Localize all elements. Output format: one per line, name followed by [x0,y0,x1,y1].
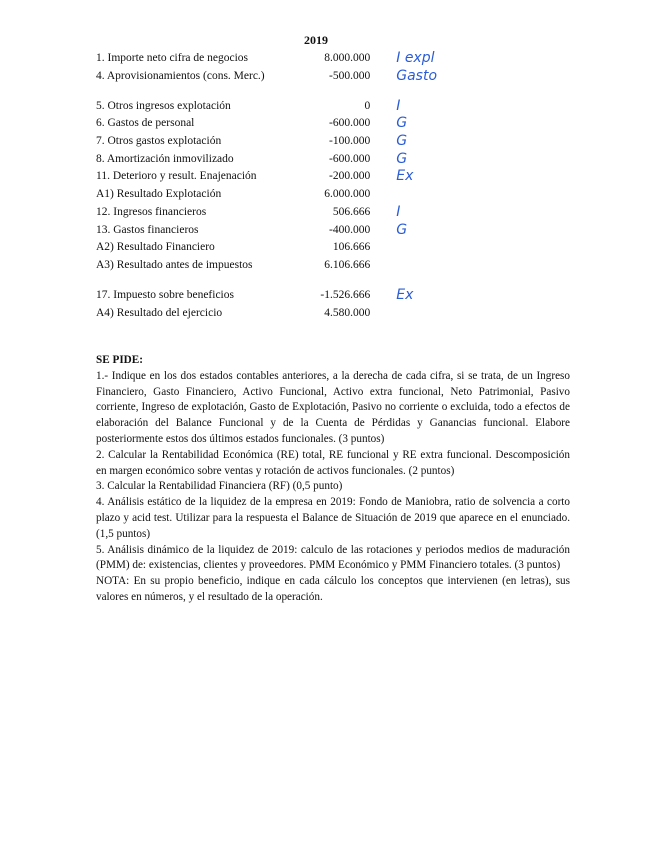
instruction-note: NOTA: En su propio beneficio, indique en cada cálculo los conceptos que intervienen (en letras), sus valores en números, y el resultado de la operación. [96,575,570,603]
row-label: A4) Resultado del ejercicio [96,306,223,319]
handwritten-annotation: G [396,115,408,132]
table-row [96,187,526,205]
row-label: A3) Resultado antes de impuestos [96,258,253,271]
table-row [96,258,526,288]
table-row [96,116,526,134]
instruction-item: 3. Calcular la Rentabilidad Financiera (RF) (0,5 punto) [96,480,343,493]
handwritten-annotation: I [396,203,401,220]
handwritten-annotation: I [396,97,401,114]
row-label: 6. Gastos de personal [96,117,195,130]
table-row [96,306,526,324]
row-label: 11. Deterioro y result. Enajenación [96,170,257,183]
table-row [96,288,526,306]
income-statement-table [96,51,526,323]
handwritten-annotation: I expl [396,50,435,66]
row-value: 8.000.000 [324,52,371,64]
handwritten-annotation [376,258,526,288]
instruction-item: 1.- Indique en los dos estados contables anteriores, a la derecha de cada cifra, si se trata, de un Ingreso Financiero, Gasto Financiero, Activo Funcional, Activo extra funcional, Neto Patrimonial, Pasivo corriente, Ingreso de explotación, Gasto de Explotación, Pasivo no corriente o excluida, todo a efectos de elaboración del Balance Funcional y de la Cuenta de Pérdidas y Ganancias funcional. Elabore posteriormente estos dos últimos estados funcionales. (3 puntos) [96,369,570,445]
table-row [96,240,526,258]
row-label: 13. Gastos financieros [96,223,199,236]
handwritten-annotation: Gasto [396,67,438,84]
handwritten-annotation: G [396,150,408,167]
row-value: -600.000 [329,117,371,130]
row-label: 5. Otros ingresos explotación [96,99,231,112]
row-value: 4.580.000 [324,306,371,319]
row-label: 4. Aprovisionamientos (cons. Merc.) [96,69,265,82]
table-row [96,69,526,99]
instruction-item: 5. Análisis dinámico de la liquidez de 2019: calculo de las rotaciones y periodos medios de maduración (PMM) de: existencias, clientes y proveedores. PMM Económico y PMM Financiero totales. (3 puntos) [96,543,570,572]
row-value: 0 [364,99,371,112]
table-row [96,223,526,241]
handwritten-annotation [376,306,526,324]
instruction-item: 2. Calcular la Rentabilidad Económica (RE) total, RE funcional y RE extra funcional. Descomposición en margen económico sobre ventas y rotación de activos funcionales. (2 puntos) [96,448,570,477]
row-value: 6.106.666 [324,258,371,271]
row-label: 12. Ingresos financieros [96,205,207,218]
row-value: 506.666 [332,205,371,218]
handwritten-annotation: Ex [396,168,414,185]
instruction-item: 4. Análisis estático de la liquidez de la empresa en 2019: Fondo de Maniobra, ratio de solvencia a corto plazo y acid test. Utilizar para la respuesta el Balance de Situación de 2019 que aparece en el enunciado. (1,5 puntos) [96,496,570,540]
handwritten-annotation [376,187,526,205]
row-value: -400.000 [329,223,371,236]
instructions-heading: SE PIDE: [96,354,143,366]
handwritten-annotation: G [396,221,408,238]
row-value: 6.000.000 [324,188,371,201]
row-label: 7. Otros gastos explotación [96,135,222,148]
row-label: A1) Resultado Explotación [96,188,222,201]
handwritten-annotation: G [396,133,408,150]
row-value: -1.526.666 [320,288,371,301]
row-label: A2) Resultado Financiero [96,241,215,254]
table-row [96,99,526,117]
row-value: -600.000 [329,152,371,165]
row-value: -100.000 [329,135,371,148]
year-header: 2019 [304,33,328,47]
table-row [96,169,526,187]
table-row [96,205,526,223]
row-label: 8. Amortización inmovilizado [96,152,234,165]
table-row [96,152,526,170]
handwritten-annotation [376,240,526,258]
handwritten-annotation: Ex [396,286,414,303]
instructions-section [96,353,570,606]
row-label: 1. Importe neto cifra de negocios [96,52,248,64]
row-label: 17. Impuesto sobre beneficios [96,288,234,301]
row-value: 106.666 [332,241,371,254]
table-row [96,134,526,152]
row-value: -200.000 [329,170,371,183]
row-value: -500.000 [329,69,371,82]
table-row [96,51,526,69]
